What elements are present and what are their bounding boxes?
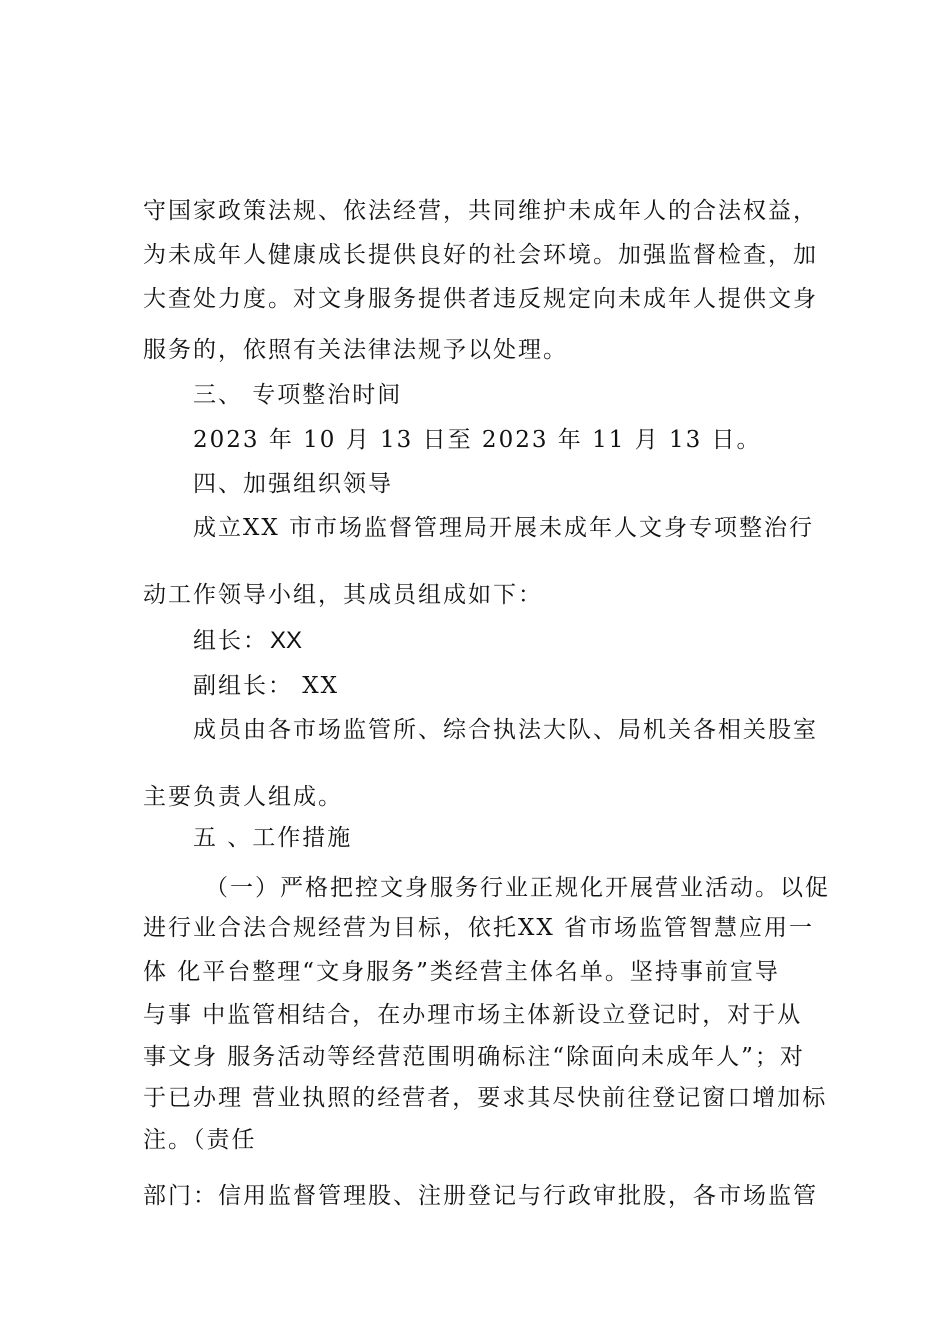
section-heading-3: 三、 专项整治时间	[193, 382, 403, 408]
paragraph-line: 体 化平台整理“文身服务”类经营主体名单。坚持事前宣导	[143, 959, 780, 985]
paragraph-line: 服务的，依照有关法律法规予以处理。	[143, 337, 568, 363]
group-leader-name: XX	[270, 627, 303, 654]
paragraph-line: 与事 中监管相结合，在办理市场主体新设立登记时，对于从	[143, 1002, 803, 1028]
section-heading-5: 五 、工作措施	[193, 825, 353, 851]
section-heading-4: 四、加强组织领导	[193, 471, 393, 497]
paragraph-line: 成员由各市场监管所、综合执法大队、局机关各相关股室	[193, 717, 818, 743]
date-range-line: 2023 年 10 月 13 日至 2023 年 11 月 13 日。	[193, 427, 762, 453]
paragraph-line: 守国家政策法规、依法经营，共同维护未成年人的合法权益，	[143, 198, 818, 224]
paragraph-line: 于已办理 营业执照的经营者，要求其尽快前往登记窗口增加标	[143, 1085, 828, 1111]
deputy-leader-line: 副组长： XX	[193, 673, 340, 699]
paragraph-line: 动工作领导小组，其成员组成如下：	[143, 582, 543, 608]
group-leader-label: 组长：	[193, 628, 268, 654]
paragraph-line: 主要负责人组成。	[143, 784, 343, 810]
paragraph-line: 成立XX 市市场监督管理局开展未成年人文身专项整治行	[193, 515, 815, 541]
paragraph-line: 大查处力度。对文身服务提供者违反规定向未成年人提供文身	[143, 286, 818, 312]
paragraph-line: 为未成年人健康成长提供良好的社会环境。加强监督检查，加	[143, 242, 818, 268]
paragraph-line: 部门：信用监督管理股、注册登记与行政审批股，各市场监管	[143, 1183, 818, 1209]
paragraph-line: 进行业合法合规经营为目标，依托XX 省市场监管智慧应用一	[143, 915, 815, 941]
paragraph-line: 注。（责任	[143, 1127, 257, 1153]
paragraph-line: 事文身 服务活动等经营范围明确标注“除面向未成年人”；对	[143, 1044, 805, 1070]
paragraph-line: （一）严格把控文身服务行业正规化开展营业活动。以促	[205, 875, 830, 901]
